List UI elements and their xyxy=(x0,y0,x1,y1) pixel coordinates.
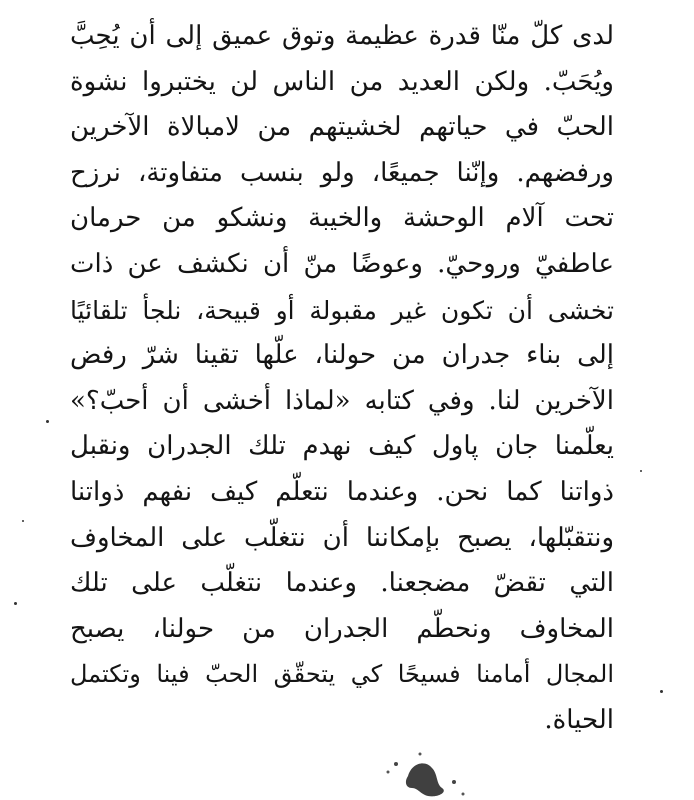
text-line-6: عاطفيّ وروحيّ. وعوضًا منّ أن نكشف عن ذات xyxy=(70,248,614,279)
text-line-9: الآخرين لنا. وفي كتابه «لماذا أخشى أن أحبّ؟» xyxy=(70,385,614,416)
text-line-3: الحبّ في حياتهم لخشيتهم من لامبالاة الآخرين xyxy=(70,112,614,143)
scan-speck xyxy=(14,602,17,605)
scan-speck xyxy=(640,470,642,472)
text-line-13: التي تقضّ مضجعنا. وعندما نتغلّب على تلك xyxy=(70,568,614,599)
text-line-16: الحياة. xyxy=(544,704,614,735)
text-line-4: ورفضهم. وإنّنا جميعًا، ولو بنسب متفاوتة، نرزح xyxy=(70,157,614,188)
text-line-7: تخشى أن تكون غير مقبولة أو قبيحة، نلجأ تلقائيًا xyxy=(70,295,614,325)
text-line-10: يعلّمنا جان پاول كيف نهدم تلك الجدران ونقبل xyxy=(70,431,614,462)
scan-speck xyxy=(660,690,663,693)
text-line-2: ويُحَبّ. ولكن العديد من الناس لن يختبروا نشوة xyxy=(70,66,614,97)
paragraph xyxy=(70,14,614,744)
text-line-8: إلى بناء جدران من حولنا، علّها تقينا شرّ رفض xyxy=(70,340,614,371)
text-line-14: المخاوف ونحطّم الجدران من حولنا، يصبح xyxy=(70,613,614,644)
ink-smudge xyxy=(368,742,478,800)
text-line-11: ذواتنا كما نحن. وعندما نتعلّم كيف نفهم ذواتنا xyxy=(70,476,614,507)
text-line-15: المجال أمامنا فسيحًا كي يتحقّق الحبّ فينا وتكتمل xyxy=(70,660,614,689)
text-line-5: تحت آلام الوحشة والخيبة ونشكو من حرمان xyxy=(70,203,614,234)
scan-speck xyxy=(46,420,49,423)
text-line-1: لدى كلّ منّا قدرة عظيمة وتوق عميق إلى أن يُحِبَّ xyxy=(70,21,614,51)
text-line-12: ونتقبّلها، يصبح بإمكاننا أن نتغلّب على المخاوف xyxy=(70,522,614,553)
scan-speck xyxy=(22,520,24,522)
